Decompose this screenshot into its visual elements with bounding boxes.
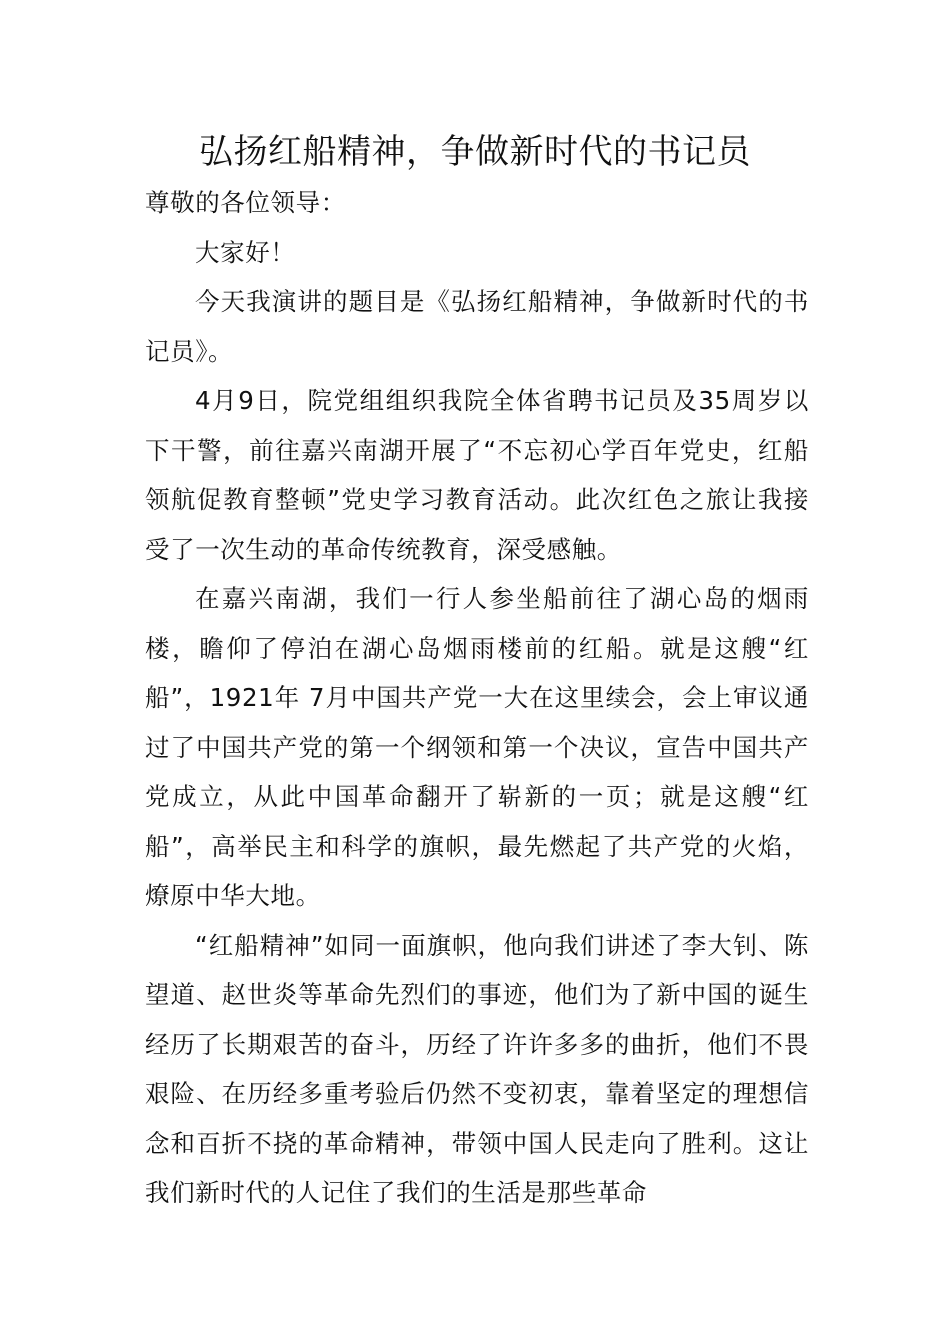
document-title: 弘扬红船精神，争做新时代的书记员 bbox=[199, 132, 751, 172]
paragraph-red-boat-spirit: “红船精神”如同一面旗帜，他向我们讲述了李大钊、陈望道、赵世炎等革命先烈们的事迹，他们为了新中国的诞生经历了长期艰苦的奋斗，历经了许许多多的曲折，他们不畏艰险、在历经多重考验后仍然不变初衷，靠着坚定的理想信念和百折不挠的革命精神，带领中国人民走向了胜利。这让我们新时代的人记住了我们的生活是那些革命 bbox=[145, 930, 809, 1207]
paragraph-red-boat: 在嘉兴南湖，我们一行人参坐船前往了湖心岛的烟雨楼，瞻仰了停泊在湖心岛烟雨楼前的红船。就是这艘“红船”，1921年 7月中国共产党一大在这里续会，会上审议通过了中国共产党的第一个纲领和第一个决议，宣告中国共产党成立，从此中国革命翻开了崭新的一页；就是这艘“红船”，高举民主和科学的旗帜，最先燃起了共产党的火焰，燎原中华大地。 bbox=[145, 584, 809, 910]
paragraph-greeting: 大家好！ bbox=[195, 237, 296, 267]
document-body bbox=[145, 178, 809, 1218]
salutation: 尊敬的各位领导： bbox=[145, 188, 346, 217]
paragraph-activity: 4月9日，院党组组织我院全体省聘书记员及35周岁以下干警，前往嘉兴南湖开展了“不忘初心学百年党史，红船领航促教育整顿”党史学习教育活动。此次红色之旅让我接受了一次生动的革命传统教育，深受感触。 bbox=[145, 386, 809, 564]
paragraph-topic: 今天我演讲的题目是《弘扬红船精神，争做新时代的书记员》。 bbox=[145, 287, 809, 366]
